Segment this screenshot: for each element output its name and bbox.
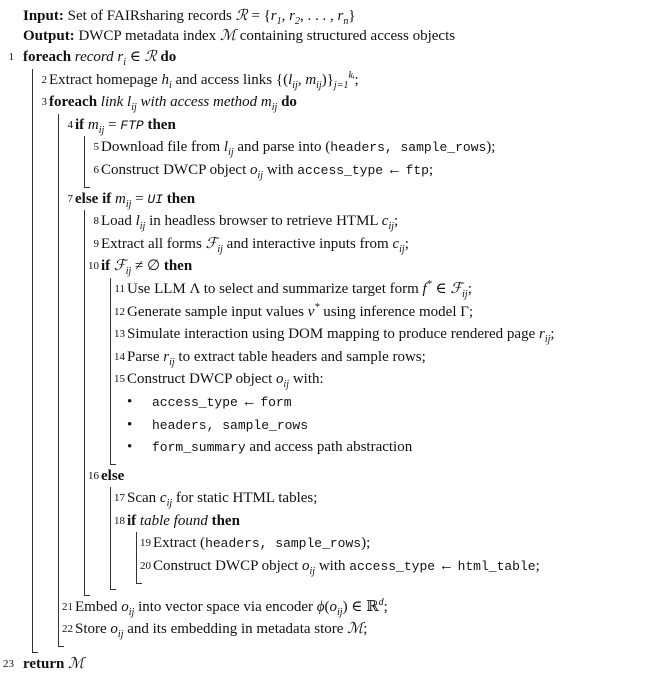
text-segment: ∈ xyxy=(431,280,451,297)
algorithm-line xyxy=(127,391,655,414)
algorithm-line xyxy=(93,233,655,256)
text-segment: o xyxy=(276,371,284,388)
text-segment: , . . . , xyxy=(299,8,338,24)
text-segment: = { xyxy=(247,8,271,24)
text-segment: into vector space via encoder xyxy=(134,598,317,615)
text-segment: Store xyxy=(75,621,111,638)
algorithm-line xyxy=(114,278,655,301)
keyword: if xyxy=(127,512,137,529)
text-segment: ij xyxy=(139,221,146,233)
text-segment: ℱ xyxy=(205,235,218,252)
text-segment: to extract table headers and sample rows; xyxy=(174,348,426,365)
code-text: form xyxy=(260,394,292,410)
text-segment: and access path abstraction xyxy=(245,439,413,456)
code-text: FTP xyxy=(120,117,144,133)
text-segment: ij xyxy=(271,102,278,114)
text-segment: n xyxy=(343,16,349,27)
line-number: 7 xyxy=(67,192,73,205)
text-segment: ij xyxy=(544,334,551,346)
text-segment: l xyxy=(288,71,293,88)
text-segment: m xyxy=(87,116,99,133)
text-segment: o xyxy=(121,598,129,615)
algorithm-line xyxy=(62,618,655,641)
text-segment: i xyxy=(123,57,127,68)
text-segment: with xyxy=(315,558,350,575)
text-segment: ; xyxy=(535,558,540,575)
line-number: 12 xyxy=(114,305,125,318)
text-segment: ij xyxy=(217,243,223,255)
text-segment: DWCP metadata index xyxy=(74,28,220,44)
text-segment: r xyxy=(538,326,545,343)
line-number: 6 xyxy=(93,163,99,176)
text-segment: j=1 xyxy=(333,79,349,91)
code-text: html_table xyxy=(457,559,536,575)
text-segment: ); xyxy=(486,139,496,156)
line-number: 8 xyxy=(93,215,99,228)
code-text: access_type xyxy=(349,559,436,575)
text-segment: ≠ ∅ xyxy=(131,258,164,275)
text-segment: Parse xyxy=(127,348,164,365)
algorithm-line xyxy=(88,465,655,488)
text-segment: 2 xyxy=(294,16,300,27)
text-segment: Extract homepage xyxy=(49,71,162,88)
text-segment: and interactive inputs from xyxy=(222,235,393,252)
algorithm-line xyxy=(62,596,655,619)
text-segment: ij xyxy=(337,606,343,618)
text-segment: , xyxy=(297,71,306,88)
text-segment: c xyxy=(159,490,167,507)
algorithm-line xyxy=(114,323,655,346)
text-segment: v xyxy=(307,303,315,320)
text-segment: Construct DWCP object xyxy=(101,161,251,178)
bullet-icon: • xyxy=(127,439,133,456)
text-segment: ; xyxy=(394,213,399,230)
text-segment: ← xyxy=(383,161,406,178)
text-segment: ; xyxy=(467,280,472,297)
code-text: headers, sample_rows xyxy=(330,140,487,156)
algorithm-line xyxy=(3,653,655,676)
text-segment: Construct DWCP object xyxy=(153,558,303,575)
text-segment: Simulate interaction using DOM mapping to produce rendered page xyxy=(127,326,539,343)
text-segment: ij xyxy=(257,169,264,181)
text-segment: ij xyxy=(388,221,395,233)
text-segment: ; xyxy=(404,235,409,252)
line-number: 10 xyxy=(88,260,99,273)
text-segment: using inference model Γ; xyxy=(319,303,474,320)
text-segment: c xyxy=(381,213,389,230)
text-segment: r xyxy=(163,348,170,365)
text-segment: ℳ xyxy=(68,655,85,672)
block-indent-bar xyxy=(110,278,655,465)
text-segment: ) ∈ ℝ xyxy=(342,598,379,615)
text-segment: ℛ xyxy=(235,8,248,24)
text-segment: with xyxy=(263,161,298,178)
line-number: 13 xyxy=(114,328,125,341)
text-segment: d xyxy=(378,596,384,608)
text-segment: ( xyxy=(324,598,330,615)
text-segment: Extract all forms xyxy=(101,235,206,252)
text-segment: and its embedding in metadata store xyxy=(123,621,348,638)
text-segment: ij xyxy=(131,102,137,114)
text-segment: in headless browser to retrieve HTML xyxy=(145,213,382,230)
text-segment: Generate sample input values xyxy=(127,303,308,320)
text-segment: o xyxy=(302,558,310,575)
line-number: 1 xyxy=(8,51,14,63)
text-segment: ; xyxy=(383,598,388,615)
text-segment: with access method m xyxy=(136,94,272,111)
text-segment: ; xyxy=(428,161,434,178)
line-number: 16 xyxy=(88,469,99,482)
text-segment: kᵢ xyxy=(348,69,355,81)
text-segment: link l xyxy=(100,94,132,111)
line-number: 2 xyxy=(41,73,47,86)
text-segment: Use LLM Λ to select and summarize target form xyxy=(127,280,423,297)
line-number: 21 xyxy=(62,600,73,613)
block-indent-bar xyxy=(110,487,655,589)
text-segment: and access links {( xyxy=(171,71,289,88)
keyword: then xyxy=(211,512,240,529)
algorithm-line xyxy=(114,301,655,324)
keyword: if xyxy=(101,258,111,275)
code-text: access_type xyxy=(152,394,238,410)
algorithm-line xyxy=(67,114,655,137)
text-segment: Scan xyxy=(127,490,160,507)
text-segment: ℱ xyxy=(113,258,126,275)
text-segment: 1 xyxy=(276,16,282,27)
algorithm-line xyxy=(114,510,655,533)
keyword: then xyxy=(163,258,193,275)
text-segment: ij xyxy=(169,356,175,368)
text-segment: ij xyxy=(166,498,173,510)
text-segment: ij xyxy=(292,79,298,91)
line-number: 3 xyxy=(41,96,47,109)
algorithm-line xyxy=(140,532,655,555)
keyword: foreach xyxy=(23,49,72,65)
keyword: then xyxy=(166,190,196,207)
line-number: 9 xyxy=(93,237,99,250)
algorithm-line xyxy=(114,487,655,510)
text-segment: ij xyxy=(309,566,316,578)
algorithm-line xyxy=(8,46,655,69)
text-segment: ; xyxy=(550,326,555,343)
line-number: 15 xyxy=(114,373,125,386)
keyword: else if xyxy=(75,190,112,207)
keyword: foreach xyxy=(49,94,98,111)
block-indent-bar xyxy=(32,69,655,653)
text-segment: ← xyxy=(435,558,458,575)
algorithm-input xyxy=(23,6,655,26)
text-segment: Download file from xyxy=(101,139,224,156)
keyword: Input: xyxy=(23,8,64,24)
text-segment: ; xyxy=(363,621,368,638)
code-text: UI xyxy=(147,191,163,207)
line-number: 22 xyxy=(62,623,73,636)
algorithm-line xyxy=(114,346,655,369)
text-segment: m xyxy=(114,190,126,207)
algorithm-line xyxy=(127,436,655,459)
text-segment: r xyxy=(270,8,277,24)
code-text: headers, sample_rows xyxy=(152,417,309,433)
bullet-icon: • xyxy=(127,416,133,433)
text-segment: Load xyxy=(101,213,136,230)
block-indent-bar xyxy=(136,532,655,583)
keyword: then xyxy=(147,116,176,133)
text-segment: Construct DWCP object xyxy=(127,371,277,388)
line-number: 20 xyxy=(140,560,151,573)
algorithm-line xyxy=(93,159,655,182)
line-number: 5 xyxy=(93,141,99,154)
text-segment: } xyxy=(348,8,356,24)
text-segment: ij xyxy=(125,266,132,278)
text-segment: and parse into ( xyxy=(233,139,331,156)
text-segment: ij xyxy=(117,629,124,641)
text-segment: r xyxy=(289,8,295,24)
algorithm-line xyxy=(41,91,655,114)
text-segment: ij xyxy=(228,147,234,159)
algorithm-line xyxy=(93,136,655,159)
keyword: return xyxy=(23,655,65,672)
text-segment: ← xyxy=(237,393,261,410)
text-segment: h xyxy=(161,71,169,88)
text-segment: c xyxy=(392,235,400,252)
text-segment: ij xyxy=(125,198,132,210)
text-segment: ij xyxy=(399,243,405,255)
code-text: form_summary xyxy=(152,440,246,456)
text-segment: Set of FAIRsharing records xyxy=(63,8,236,24)
text-segment: l xyxy=(223,139,229,156)
line-number: 11 xyxy=(114,282,125,295)
block-indent-bar xyxy=(84,136,655,187)
text-segment: ij xyxy=(462,288,468,300)
bullet-icon: • xyxy=(127,393,133,410)
keyword: do xyxy=(160,49,177,65)
text-segment: = xyxy=(104,116,121,133)
text-segment: for static HTML tables; xyxy=(172,490,318,507)
text-segment: i xyxy=(168,79,172,91)
keyword: do xyxy=(281,94,297,111)
text-segment: , xyxy=(281,8,290,24)
text-segment: with: xyxy=(289,371,324,388)
line-number: 19 xyxy=(140,537,151,550)
text-segment: * xyxy=(314,301,320,313)
text-segment: o xyxy=(110,621,118,638)
text-segment: * xyxy=(426,278,432,290)
text-segment: Extract ( xyxy=(153,535,206,552)
text-segment: ℳ xyxy=(347,621,364,638)
text-segment: Embed xyxy=(75,598,122,615)
text-segment: o xyxy=(250,161,258,178)
algorithm-line xyxy=(67,188,655,211)
text-segment: ij xyxy=(283,379,290,391)
text-segment: = xyxy=(131,190,148,207)
block-indent-bar xyxy=(58,114,655,647)
text-segment: l xyxy=(135,213,140,230)
text-segment: ij xyxy=(128,606,135,618)
code-text: headers, sample_rows xyxy=(205,536,362,552)
text-segment: )} xyxy=(321,71,334,88)
algorithm-output xyxy=(23,26,655,46)
algorithm-line xyxy=(93,210,655,233)
block-indent-bar xyxy=(84,210,655,596)
line-number: 14 xyxy=(114,350,125,363)
algorithm-line xyxy=(88,255,655,278)
text-segment: r xyxy=(337,8,344,24)
algorithm-line xyxy=(140,555,655,578)
text-segment: ϕ xyxy=(316,598,325,615)
line-number: 18 xyxy=(114,514,125,527)
keyword: if xyxy=(75,116,85,133)
text-segment: ij xyxy=(316,79,322,91)
text-segment: table found xyxy=(139,512,208,529)
line-number: 17 xyxy=(114,492,125,505)
text-segment: ); xyxy=(361,535,371,552)
text-segment: containing structured access objects xyxy=(235,28,456,44)
text-segment: m xyxy=(305,71,317,88)
text-segment: f xyxy=(422,280,427,297)
text-segment: ℳ xyxy=(219,28,236,44)
keyword: Output: xyxy=(23,28,75,44)
code-text: access_type xyxy=(297,162,384,178)
line-number: 4 xyxy=(67,118,73,131)
text-segment: ; xyxy=(354,71,359,88)
text-segment: o xyxy=(329,598,337,615)
text-segment: ij xyxy=(98,124,105,136)
text-segment: ∈ ℛ xyxy=(126,49,157,65)
text-segment: record r xyxy=(74,49,124,65)
keyword: else xyxy=(101,467,125,484)
algorithm-line xyxy=(127,414,655,437)
code-text: ftp xyxy=(405,162,429,178)
line-number: 23 xyxy=(3,657,14,670)
algorithm-line xyxy=(41,69,655,92)
algorithm-line xyxy=(114,368,655,391)
text-segment: ℱ xyxy=(450,280,463,297)
